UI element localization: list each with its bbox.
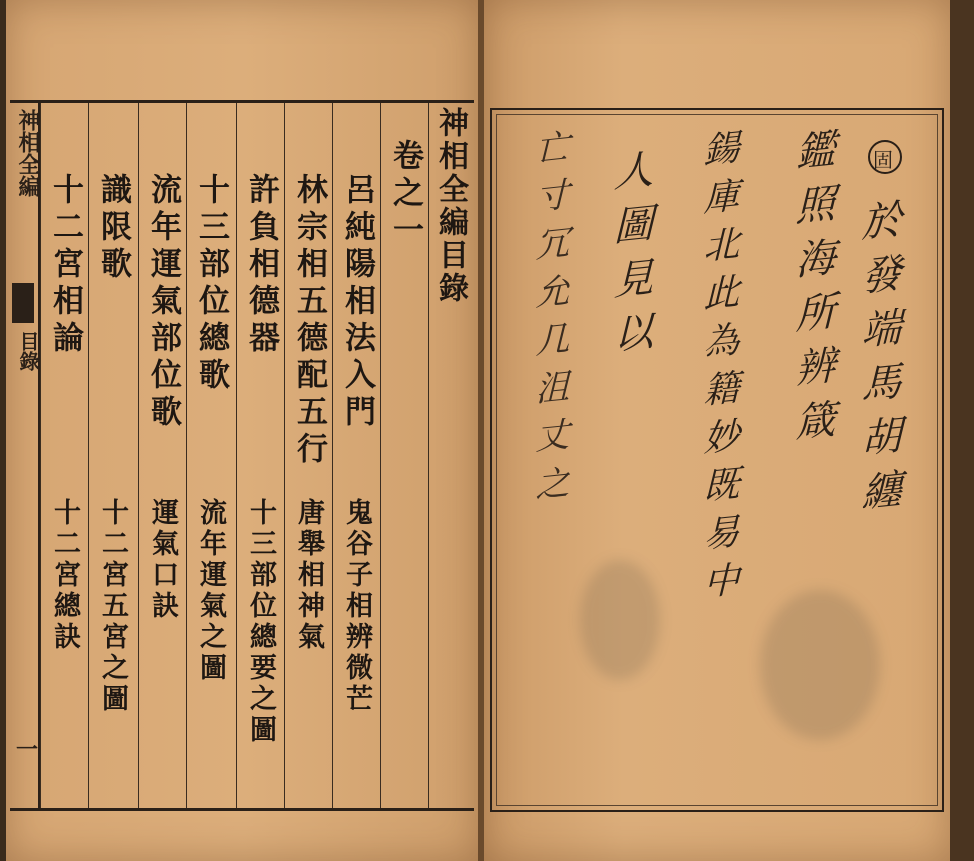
toc-entry: 流年運氣部位歌 — [145, 173, 181, 432]
margin-page-number: 一 — [16, 737, 39, 763]
margin-subtitle: 目錄 — [16, 331, 40, 371]
cursive-column: 鍚庫北此為籍妙既易中 — [698, 127, 739, 613]
volume-label: 卷之一 — [387, 139, 423, 250]
toc-entry: 鬼谷子相辨微芒 — [341, 498, 372, 715]
toc-entry: 運氣口訣 — [147, 498, 178, 622]
book-edge — [950, 0, 974, 861]
toc-entry: 十二宮五宮之圖 — [97, 498, 128, 715]
toc-volume-column — [380, 103, 431, 808]
toc-entry: 唐舉相神氣 — [293, 498, 324, 653]
toc-entry: 十三部位總歌 — [193, 173, 229, 395]
toc-column-3 — [236, 103, 287, 808]
toc-entry: 十二宮相論 — [47, 173, 83, 358]
toc-column-5 — [138, 103, 189, 808]
toc-entry: 十三部位總要之圖 — [245, 498, 276, 746]
toc-heading: 神相全編目錄 — [433, 107, 468, 305]
toc-entry: 呂純陽相法入門 — [339, 173, 375, 432]
toc-entry: 林宗相五德配五行 — [291, 173, 327, 469]
toc-column-6 — [88, 103, 139, 808]
toc-column-1 — [332, 103, 383, 808]
toc-entry: 十二宮總訣 — [49, 498, 80, 653]
toc-column-2 — [284, 103, 335, 808]
cursive-column: 鑑照海所辨箴 — [789, 127, 835, 457]
margin-title: 神相全編 — [15, 109, 41, 197]
toc-entry: 識限歌 — [95, 173, 131, 284]
toc-column-7 — [40, 103, 91, 808]
ink-stain — [760, 590, 880, 740]
toc-frame — [10, 100, 474, 811]
seal-mark — [868, 140, 902, 174]
cursive-column: 人圖見以 — [607, 147, 653, 369]
toc-heading-column — [428, 103, 473, 808]
fore-edge-margin — [10, 103, 40, 808]
ink-stain — [580, 560, 660, 680]
toc-column-4 — [186, 103, 237, 808]
toc-entry: 流年運氣之圖 — [195, 498, 226, 684]
cursive-column: 亡寸冗允几沮丈之 — [529, 127, 569, 517]
fish-tail-mark — [12, 283, 34, 323]
cursive-column: 於發端馬胡纏 — [855, 197, 901, 527]
toc-entry: 許負相德器 — [243, 173, 279, 358]
